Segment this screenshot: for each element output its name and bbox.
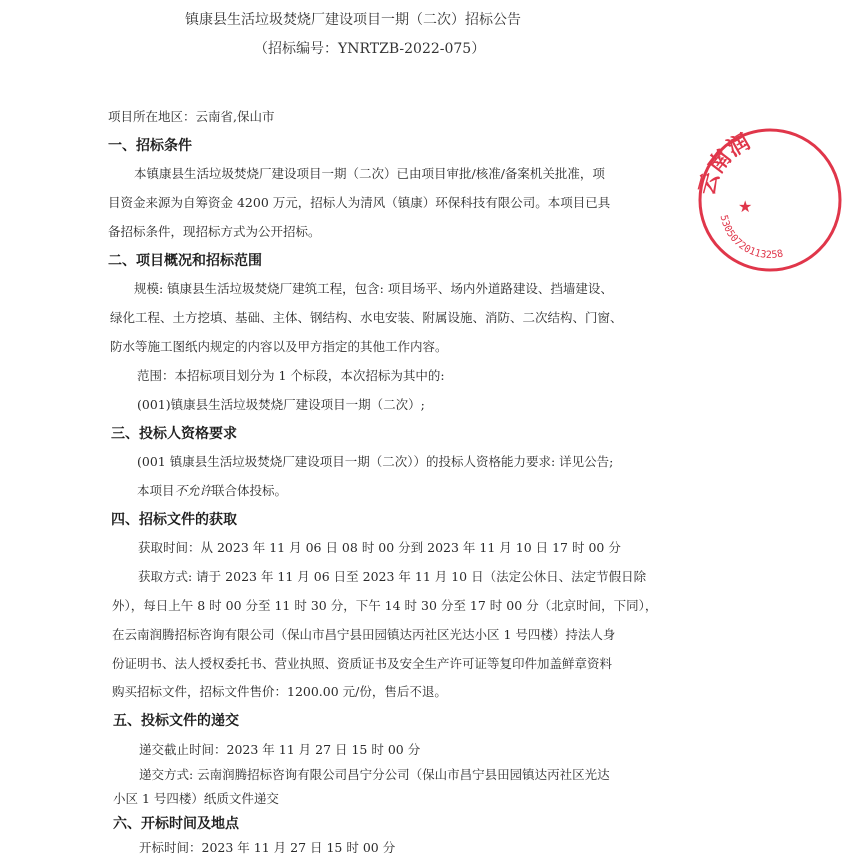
- paragraph-line: 购买招标文件，招标文件售价：1200.00 元/份，售后不退。: [112, 684, 447, 699]
- section-heading-1: 一、招标条件: [108, 138, 192, 154]
- paragraph-line: 目资金来源为自筹资金 4200 万元，招标人为清风（镇康）环保科技有限公司。本项目已具: [108, 195, 611, 210]
- section-heading-3: 三、投标人资格要求: [111, 426, 237, 442]
- paragraph-line: 规模: 镇康县生活垃圾焚烧厂建筑工程，包含: 项目场平、场内外道路建设、挡墙建设、: [134, 281, 613, 296]
- paragraph-line: 递交截止时间：2023 年 11 月 27 日 15 时 00 分: [139, 742, 421, 757]
- company-seal-stamp: [690, 120, 850, 280]
- notice-title: 镇康县生活垃圾焚烧厂建设项目一期（二次）招标公告: [185, 12, 521, 28]
- paragraph-line: 份证明书、法人授权委托书、营业执照、资质证书及安全生产许可证等复印件加盖鲜章资料: [112, 656, 613, 671]
- seal-text: 云南润: [694, 129, 755, 198]
- tender-code: （招标编号：YNRTZB-2022-075）: [254, 41, 486, 57]
- text-run: 联合体投标。: [212, 483, 288, 498]
- paragraph-line: 范围：本招标项目划分为 1 个标段，本次招标为其中的:: [137, 368, 445, 383]
- section-heading-5: 五、投标文件的递交: [113, 713, 239, 729]
- paragraph-line: 备招标条件，现招标方式为公开招标。: [108, 224, 321, 239]
- section-heading-2: 二、项目概况和招标范围: [108, 253, 262, 269]
- section-heading-6: 六、开标时间及地点: [113, 816, 239, 832]
- section-heading-4: 四、招标文件的获取: [111, 512, 237, 528]
- paragraph-line: 开标时间：2023 年 11 月 27 日 15 时 00 分: [139, 840, 396, 855]
- svg-text:云南润: [695, 130, 755, 198]
- paragraph-line: 本镇康县生活垃圾焚烧厂建设项目一期（二次）已由项目审批/核准/备案机关批准，项: [134, 166, 605, 181]
- text-run: 本项目: [137, 483, 175, 498]
- paragraph-line: 外），每日上午 8 时 00 分至 11 时 30 分，下午 14 时 30 分至 17 时 00 分（北京时间，下同），: [112, 598, 658, 613]
- paragraph-line: (001 镇康县生活垃圾焚烧厂建设项目一期（二次））的投标人资格能力要求: 详见公告;: [137, 454, 614, 469]
- seal-number: 53050720113258: [717, 214, 785, 262]
- paragraph-line: [137, 483, 287, 499]
- paragraph-line: 在云南润腾招标咨询有限公司（保山市昌宁县田园镇达丙社区光达小区 1 号四楼）持法人身: [112, 627, 616, 642]
- project-region: 项目所在地区：云南省,保山市: [108, 109, 275, 124]
- paragraph-line: 递交方式: 云南润腾招标咨询有限公司昌宁分公司（保山市昌宁县田园镇达丙社区光达: [139, 767, 610, 782]
- paragraph-line: 防水等施工图纸内规定的内容以及甲方指定的其他工作内容。: [110, 339, 448, 354]
- emphasis-text: 不允许: [174, 483, 213, 498]
- paragraph-line: 获取时间：从 2023 年 11 月 06 日 08 时 00 分到 2023 年 11 月 10 日 17 时 00 分: [138, 540, 621, 555]
- paragraph-line: 小区 1 号四楼）纸质文件递交: [113, 791, 279, 806]
- paragraph-line: (001)镇康县生活垃圾焚烧厂建设项目一期（二次）;: [137, 397, 425, 412]
- paragraph-line: 绿化工程、土方挖填、基础、主体、钢结构、水电安装、附属设施、消防、二次结构、门窗、: [110, 310, 623, 325]
- seal-star-icon: ★: [738, 197, 753, 216]
- paragraph-line: 获取方式: 请于 2023 年 11 月 06 日至 2023 年 11 月 10 日（法定公休日、法定节假日除: [138, 569, 647, 584]
